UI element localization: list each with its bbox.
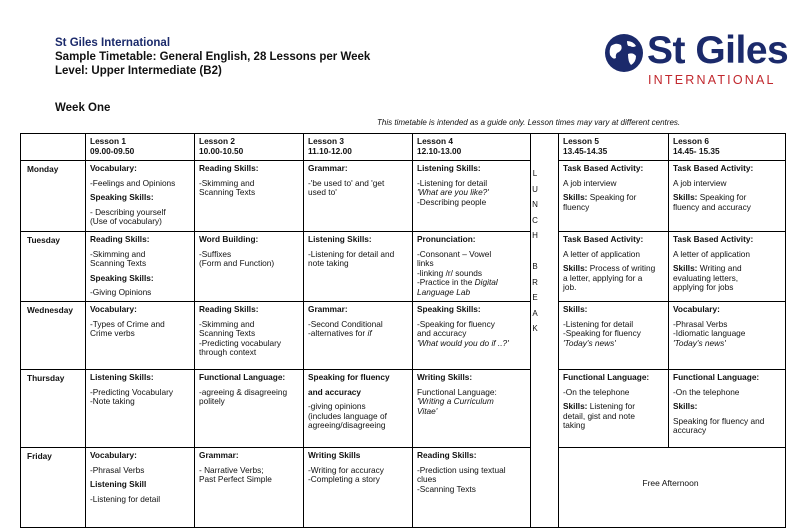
- cell-text-line: job.: [563, 282, 577, 293]
- cell-text-line: Listening Skill: [90, 479, 147, 490]
- cell-text-line: -On the telephone: [563, 386, 630, 397]
- cell-text-line: Past Perfect Simple: [199, 474, 272, 485]
- cell-text-line: Listening Skills:: [90, 372, 154, 382]
- cell-text-line: Reading Skills:: [199, 163, 259, 173]
- lesson-cell: [558, 160, 669, 232]
- cell-text-line: Task Based Activity:: [563, 163, 644, 173]
- cell-text-line: Task Based Activity:: [563, 234, 644, 244]
- lesson-cell: [303, 301, 413, 370]
- cell-text-line: A letter of application: [673, 248, 751, 259]
- cell-text-line: a letter, applying for a: [563, 272, 643, 283]
- cell-text-line: -Skimming and: [199, 177, 255, 188]
- cell-text-line: Scanning Texts: [199, 328, 256, 339]
- cell-text-line: -Listening for detail: [417, 177, 488, 188]
- cell-text-line: -Speaking for fluency: [563, 328, 641, 339]
- lesson-cell: [668, 160, 786, 232]
- cell-text-line: links: [417, 258, 434, 269]
- cell-text-line: Speaking for fluency: [308, 372, 390, 382]
- cell-text-line: Functional Language:: [673, 372, 760, 382]
- cell-text-line: fluency and accuracy: [673, 201, 751, 212]
- skills-label: Skills:: [673, 192, 698, 203]
- lunch-letter: C: [532, 215, 538, 225]
- skills-label: Skills:: [563, 263, 588, 274]
- skills-label: Skills:: [563, 401, 588, 412]
- cell-text-line: Scanning Texts: [90, 258, 147, 269]
- cell-text-line: Listening Skills:: [417, 163, 481, 173]
- cell-text-line: -giving opinions: [308, 401, 366, 412]
- cell-text-line: clues: [417, 474, 437, 485]
- skills-text: Speaking for: [587, 192, 637, 203]
- lunch-letter: A: [532, 308, 538, 318]
- cell-text-line: -Listening for detail: [563, 318, 634, 329]
- text-run: Digital: [474, 277, 498, 288]
- cell-text-line: Lesson 4: [417, 136, 453, 146]
- cell-text-line: - Describing yourself: [90, 206, 166, 217]
- day-label: [20, 369, 86, 448]
- lesson-cell: [412, 231, 531, 302]
- cell-text-line: taking: [563, 420, 586, 431]
- cell-text-line: Functional Language:: [417, 386, 497, 397]
- cell-text-line: Thursday: [27, 373, 65, 383]
- cell-text-line: -Scanning Texts: [417, 483, 476, 494]
- cell-text-line: 14.45- 15.35: [673, 145, 720, 156]
- lesson-cell: [668, 231, 786, 302]
- cell-text-line: used to': [308, 187, 337, 198]
- text-run: -alternatives for: [308, 328, 368, 339]
- lunch-letter: N: [532, 200, 538, 209]
- lesson-cell: [194, 447, 304, 528]
- skills-text: Writing and: [697, 263, 742, 274]
- lesson-header: [303, 133, 413, 161]
- skills-label: Skills:: [673, 263, 698, 274]
- corner-cell: [20, 133, 86, 161]
- lunch-letter: [530, 244, 540, 260]
- cell-text-line: Tuesday: [27, 235, 61, 245]
- lesson-cell: [412, 447, 531, 528]
- cell-text-line: Reading Skills:: [199, 304, 259, 314]
- lesson-cell: [412, 160, 531, 232]
- cell-text-line: 'Today's news': [673, 337, 726, 348]
- timetable-grid: [20, 133, 785, 527]
- lesson-header: [194, 133, 304, 161]
- cell-text-line: 'Today's news': [563, 337, 616, 348]
- lesson-cell: [85, 231, 195, 302]
- cell-text-line: -Skimming and: [90, 248, 146, 259]
- cell-text-line: 11.10-12.00: [308, 145, 352, 156]
- cell-text-line: Lesson 5: [563, 136, 599, 146]
- cell-text-line: -Writing for accuracy: [308, 464, 384, 475]
- cell-text-line: Vocabulary:: [90, 450, 137, 460]
- cell-text-line: Crime verbs: [90, 328, 135, 339]
- text-run: if: [367, 328, 372, 339]
- lesson-cell: [412, 301, 531, 370]
- cell-text-line: -Predicting Vocabulary: [90, 386, 174, 397]
- cell-text-line: Language Lab: [417, 286, 471, 297]
- day-label: [20, 160, 86, 232]
- cell-text-line: Skills:: [673, 401, 698, 412]
- cell-text-line: Speaking for fluency and: [673, 415, 765, 426]
- cell-text-line: 'What would you do if ..?': [417, 337, 509, 348]
- cell-text-line: -'be used to' and 'get: [308, 177, 385, 188]
- cell-text-line: Speaking Skills:: [417, 304, 481, 314]
- cell-text-line: -Types of Crime and: [90, 318, 165, 329]
- cell-text-line: [308, 329, 408, 339]
- lunch-letter: H: [532, 231, 538, 240]
- lesson-cell: [194, 301, 304, 370]
- skills-text: Speaking for: [697, 192, 747, 203]
- cell-text-line: (Use of vocabulary): [90, 216, 162, 227]
- document-header: [55, 36, 370, 78]
- lesson-cell: [412, 369, 531, 448]
- text-run: -Practice in the: [417, 277, 475, 288]
- cell-text-line: (Form and Function): [199, 258, 275, 269]
- lesson-header: [85, 133, 195, 161]
- cell-text-line: and accuracy: [308, 386, 362, 397]
- cell-text-line: A job interview: [673, 177, 727, 188]
- cell-text-line: -On the telephone: [673, 386, 740, 397]
- cell-text-line: -Skimming and: [199, 318, 255, 329]
- cell-text-line: Pronunciation:: [417, 234, 476, 244]
- cell-text-line: Friday: [27, 451, 52, 461]
- cell-text-line: applying for jobs: [673, 282, 734, 293]
- lunch-letter: L: [532, 169, 538, 178]
- cell-text-line: - Narrative Verbs;: [199, 464, 264, 475]
- cell-text-line: Word Building:: [199, 234, 259, 244]
- timetable-title: Sample Timetable: General English, 28 Lessons per Week: [55, 51, 371, 63]
- cell-text-line: 13.45-14.35: [563, 145, 608, 156]
- cell-text-line: Task Based Activity:: [673, 163, 754, 173]
- cell-text-line: Vitae': [417, 405, 438, 416]
- cell-text-line: -Describing people: [417, 196, 487, 207]
- cell-text-line: Vocabulary:: [90, 163, 137, 173]
- cell-text-line: Wednesday: [27, 305, 73, 315]
- cell-text-line: Vocabulary:: [90, 304, 137, 314]
- lesson-cell: [85, 301, 195, 370]
- lunch-letter: K: [532, 324, 538, 333]
- cell-text-line: Reading Skills:: [90, 234, 150, 244]
- lesson-cell: [668, 301, 786, 370]
- lesson-header: [412, 133, 531, 161]
- cell-text-line: -Consonant – Vowel: [417, 248, 492, 259]
- cell-text-line: fluency: [563, 201, 590, 212]
- lesson-cell: [558, 231, 669, 302]
- cell-text-line: -Phrasal Verbs: [90, 464, 145, 475]
- free-afternoon-label: Free Afternoon: [642, 478, 699, 488]
- cell-text-line: -Second Conditional: [308, 318, 383, 329]
- cell-text-line: Grammar:: [308, 163, 348, 173]
- lesson-cell: [558, 369, 669, 448]
- level-label: Level: Upper Intermediate (B2): [55, 65, 222, 77]
- cell-text-line: -Listening for detail: [90, 493, 161, 504]
- logo-brand: St Giles: [647, 29, 789, 72]
- lesson-header: [668, 133, 786, 161]
- lunch-letter: E: [532, 293, 538, 302]
- skills-label: Skills:: [563, 192, 588, 203]
- cell-text-line: (includes language of: [308, 410, 387, 421]
- cell-text-line: -Feelings and Opinions: [90, 177, 176, 188]
- cell-text-line: -Giving Opinions: [90, 287, 152, 298]
- cell-text-line: Grammar:: [199, 450, 239, 460]
- cell-text-line: A job interview: [563, 177, 617, 188]
- day-label: [20, 447, 86, 528]
- lesson-cell: [194, 160, 304, 232]
- cell-text-line: Writing Skills:: [417, 372, 473, 382]
- cell-text-line: -Phrasal Verbs: [673, 318, 728, 329]
- organization-name: St Giles International: [55, 37, 171, 49]
- cell-text-line: -Listening for detail and: [308, 248, 395, 259]
- lunch-letter: B: [532, 262, 538, 271]
- cell-text-line: Lesson 6: [673, 136, 709, 146]
- lesson-cell: [303, 160, 413, 232]
- lesson-cell: [303, 231, 413, 302]
- cell-text-line: detail, gist and note: [563, 410, 635, 421]
- cell-text-line: Functional Language:: [199, 372, 286, 382]
- cell-text-line: Writing Skills: [308, 450, 361, 460]
- lunch-letter: R: [532, 277, 538, 287]
- lesson-cell: [194, 369, 304, 448]
- cell-text-line: evaluating letters,: [673, 272, 739, 283]
- cell-text-line: 'Writing a Curriculum: [417, 396, 494, 407]
- cell-text-line: -agreeing & disagreeing: [199, 386, 288, 397]
- lesson-cell: [558, 301, 669, 370]
- cell-text-line: Reading Skills:: [417, 450, 477, 460]
- cell-text-line: Listening Skills:: [308, 234, 372, 244]
- cell-text-line: Speaking Skills:: [90, 272, 154, 283]
- lesson-cell: [85, 447, 195, 528]
- cell-text-line: Functional Language:: [563, 372, 650, 382]
- cell-text-line: 'What are you like?': [417, 187, 489, 198]
- cell-text-line: Vocabulary:: [673, 304, 720, 314]
- cell-text-line: -Suffixes: [199, 248, 232, 259]
- cell-text-line: note taking: [308, 258, 349, 269]
- day-label: [20, 301, 86, 370]
- globe-icon: [603, 32, 645, 74]
- cell-text-line: Lesson 3: [308, 136, 344, 146]
- lesson-header: [558, 133, 669, 161]
- timetable-note: This timetable is intended as a guide only. Lesson times may vary at different centres.: [377, 118, 681, 127]
- lesson-cell: [668, 369, 786, 448]
- lesson-cell: [194, 231, 304, 302]
- cell-text-line: Task Based Activity:: [673, 234, 754, 244]
- skills-text: Process of writing: [587, 263, 656, 274]
- cell-text-line: Grammar:: [308, 304, 348, 314]
- cell-text-line: -Predicting vocabulary: [199, 337, 282, 348]
- cell-text-line: politely: [199, 396, 225, 407]
- cell-text-line: 10.00-10.50: [199, 145, 244, 156]
- cell-text-line: and accuracy: [417, 328, 467, 339]
- lunch-break-label: [530, 166, 540, 337]
- cell-text-line: Scanning Texts: [199, 187, 256, 198]
- week-heading: Week One: [55, 102, 111, 114]
- cell-text-line: -Prediction using textual: [417, 464, 506, 475]
- cell-text-line: -linking /r/ sounds: [417, 267, 483, 278]
- cell-text-line: -Completing a story: [308, 474, 380, 485]
- cell-text-line: Lesson 1: [90, 136, 126, 146]
- lesson-cell: [303, 369, 413, 448]
- cell-text-line: Lesson 2: [199, 136, 235, 146]
- cell-text-line: 12.10-13.00: [417, 145, 462, 156]
- cell-text-line: -Note taking: [90, 396, 135, 407]
- cell-text-line: A letter of application: [563, 248, 641, 259]
- lesson-cell: [85, 369, 195, 448]
- cell-text-line: Monday: [27, 164, 59, 174]
- cell-text-line: accuracy: [673, 425, 707, 436]
- cell-text-line: agreeing/disagreeing: [308, 420, 386, 431]
- cell-text-line: Skills:: [563, 304, 588, 314]
- lesson-cell: [303, 447, 413, 528]
- cell-text-line: Speaking Skills:: [90, 192, 154, 203]
- logo-subtitle: INTERNATIONAL: [648, 73, 776, 87]
- st-giles-logo: [603, 29, 789, 88]
- cell-text-line: 09.00-09.50: [90, 145, 135, 156]
- lesson-cell: [85, 160, 195, 232]
- skills-text: Listening for: [587, 401, 635, 412]
- cell-text-line: -Idiomatic language: [673, 328, 746, 339]
- lunch-letter: U: [532, 184, 538, 194]
- cell-text-line: through context: [199, 347, 257, 358]
- day-label: [20, 231, 86, 302]
- cell-text-line: -Speaking for fluency: [417, 318, 495, 329]
